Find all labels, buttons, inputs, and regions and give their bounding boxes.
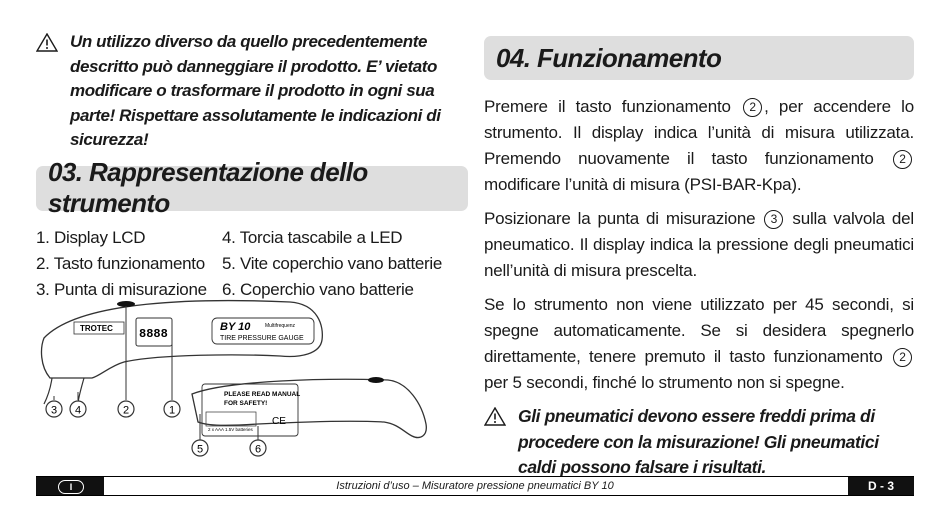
page-number: D - 3 (848, 477, 914, 495)
svg-text:6: 6 (254, 443, 262, 456)
device-ce-mark: CE (272, 416, 286, 427)
section-heading-03 (36, 157, 468, 218)
callout-3 (46, 401, 62, 417)
part-item-1: 1. Display LCD (36, 227, 146, 247)
right-column (484, 36, 914, 481)
part-item-5: 5. Vite coperchio vano batterie (222, 253, 443, 273)
callout-6 (250, 440, 266, 456)
part-item-6: 6. Coperchio vano batterie (222, 279, 414, 299)
device-back-illustration (188, 374, 428, 474)
paragraph-3-part-b: per 5 secondi, finché lo strumento non si spegne. (484, 373, 845, 392)
device-battery-text: 2 x AAA 1.5V batteries (208, 427, 253, 432)
part-item-4: 4. Torcia tascabile a LED (222, 227, 403, 247)
callout-1 (164, 401, 180, 417)
parts-list (36, 225, 468, 303)
paragraph-2-part-b: sulla valvola del pneumatico. Il display indica la pressione degli pneumatici nell’unità di misura prescelta. (484, 209, 915, 280)
ref-circle-3: 3 (764, 210, 783, 229)
paragraph-3-part-a: Se lo strumento non viene utilizzato per 45 secondi, si spegne automaticamente. Se si desidera spegnerlo direttamente, tenere premuto il tasto funzionamento (484, 295, 914, 366)
section-heading-04 (484, 36, 914, 80)
warning-block-left (36, 30, 468, 153)
device-label: TIRE PRESSURE GAUGE (220, 335, 304, 342)
device-display: 8888 (139, 327, 168, 341)
device-brand: TROTEC (80, 324, 113, 333)
part-item-3: 3. Punta di misurazione (36, 279, 207, 299)
device-model: BY 10 (220, 321, 251, 333)
paragraph-2 (484, 206, 914, 284)
section-heading-04-text: 04. Funzionamento (496, 42, 722, 73)
page-footer (36, 476, 914, 496)
left-column (36, 30, 468, 303)
svg-text:3: 3 (50, 404, 58, 417)
ref-circle-2c: 2 (893, 348, 912, 367)
svg-text:4: 4 (74, 404, 82, 417)
paragraph-1-part-a: Premere il tasto funzionamento (484, 97, 731, 116)
language-code: I (58, 480, 84, 494)
ref-circle-2: 2 (743, 98, 762, 117)
warning-text-right: Gli pneumatici devono essere freddi prima di procedere con la misurazione! Gli pneumatici caldi possono falsare i risultati. (518, 406, 879, 477)
callout-5 (192, 440, 208, 456)
callout-2 (118, 401, 134, 417)
paragraph-1 (484, 94, 914, 198)
part-item-2: 2. Tasto funzionamento (36, 253, 205, 273)
svg-text:2: 2 (122, 404, 130, 417)
device-model-sub: Multifrequenz (265, 323, 296, 329)
callout-4 (70, 401, 86, 417)
device-back-text-1: PLEASE READ MANUAL (224, 391, 301, 398)
warning-icon (484, 407, 506, 426)
warning-text-left: Un utilizzo diverso da quello precedentemente descritto può danneggiare il prodotto. E’ vietato modificare o trasformare il prodotto in ogni sua parte! Rispettare assolutamente le indicazioni di sicurezza! (70, 32, 441, 149)
paragraph-2-part-a: Posizionare la punta di misurazione (484, 209, 756, 228)
paragraph-1-part-c: modificare l’unità di misura (PSI-BAR-Kpa). (484, 175, 802, 194)
svg-text:1: 1 (168, 404, 176, 417)
paragraph-3 (484, 292, 914, 396)
warning-block-right (484, 404, 914, 481)
warning-icon (36, 33, 58, 52)
footer-title: Istruzioni d’uso – Misuratore pressione pneumatici BY 10 (336, 480, 614, 492)
language-badge (36, 477, 104, 495)
ref-circle-2b: 2 (893, 150, 912, 169)
svg-text:5: 5 (196, 443, 204, 456)
paragraph-1-part-b: , per accendere lo strumento. Il display indica l’unità di misura utilizzata. Premendo nuovamente il tasto funzionamento (484, 97, 914, 168)
section-heading-03-text: 03. Rappresentazione dello strumento (48, 157, 368, 218)
device-back-text-2: FOR SAFETY! (224, 400, 268, 407)
